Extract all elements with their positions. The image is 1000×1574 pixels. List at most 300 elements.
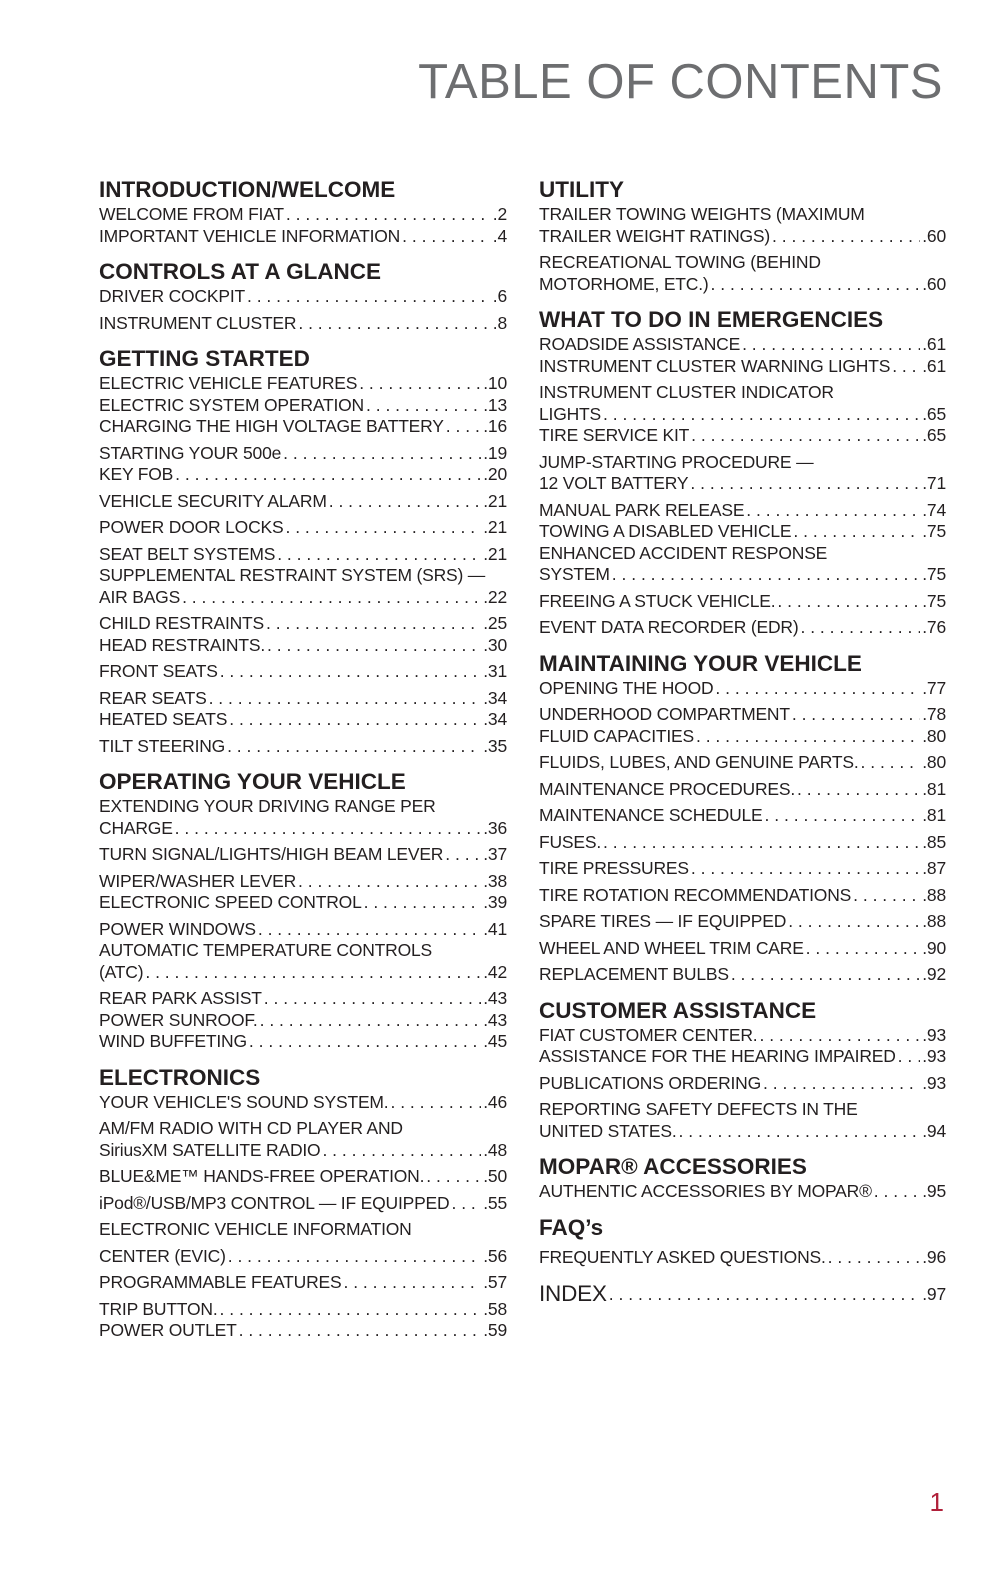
toc-entry-title: PUBLICATIONS ORDERING — [539, 1072, 762, 1093]
leader-dots — [788, 911, 920, 933]
toc-entry-page: .77 — [922, 677, 946, 698]
toc-entry-title-line1: SUPPLEMENTAL RESTRAINT SYSTEM (SRS) — — [99, 565, 486, 585]
toc-entry[interactable] — [99, 871, 507, 893]
leader-dots — [445, 844, 481, 866]
leader-dots — [390, 1092, 481, 1114]
toc-entry-page: .85 — [922, 831, 946, 852]
toc-entry-title: POWER OUTLET — [99, 1320, 237, 1340]
toc-entry-title: HEATED SEATS — [99, 709, 228, 729]
toc-entry[interactable] — [99, 544, 507, 566]
toc-entry-page: .50 — [483, 1166, 507, 1186]
leader-dots — [898, 1046, 921, 1068]
toc-entry[interactable] — [539, 425, 946, 447]
toc-entry[interactable] — [99, 796, 507, 839]
toc-entry-title: YOUR VEHICLE'S SOUND SYSTEM. — [99, 1091, 389, 1112]
leader-dots — [402, 226, 491, 248]
toc-entry-page: .58 — [483, 1298, 507, 1319]
toc-entry-index[interactable] — [539, 1279, 946, 1308]
toc-entry-title: OPENING THE HOOD — [539, 677, 714, 698]
toc-entry-page: .75 — [922, 590, 946, 611]
leader-dots — [249, 1031, 481, 1053]
toc-entry[interactable] — [99, 661, 507, 683]
toc-entry[interactable] — [99, 226, 507, 248]
leader-dots — [277, 544, 481, 566]
toc-entry-page: .61 — [922, 355, 946, 376]
leader-dots — [765, 805, 921, 827]
toc-entry-page: .4 — [492, 225, 507, 246]
toc-entry-title: INDEX — [539, 1281, 607, 1306]
toc-entry-title: TRIP BUTTON. — [99, 1298, 218, 1319]
leader-dots — [742, 334, 920, 356]
toc-section-electronics — [99, 1064, 507, 1342]
toc-entry-page: .46 — [483, 1091, 507, 1112]
toc-section-maintaining-your-vehicle — [539, 650, 946, 986]
leader-dots — [239, 1320, 482, 1342]
leader-dots — [603, 832, 920, 854]
leader-dots — [364, 892, 482, 914]
toc-entry-title: iPod®/USB/MP3 CONTROL — IF EQUIPPED — [99, 1192, 450, 1213]
toc-entry[interactable] — [99, 688, 507, 710]
toc-section-index — [539, 1279, 946, 1308]
toc-entry-title-line1: REPORTING SAFETY DEFECTS IN THE — [539, 1099, 858, 1119]
leader-dots — [828, 1247, 921, 1269]
leader-dots — [806, 938, 921, 960]
leader-dots — [329, 491, 482, 513]
toc-entry[interactable] — [99, 1272, 507, 1294]
toc-entry[interactable] — [539, 334, 946, 356]
toc-entry-page: .56 — [483, 1245, 507, 1266]
toc-entry-page: .25 — [483, 613, 507, 633]
toc-entry[interactable] — [99, 1320, 507, 1342]
section-heading: FAQ’s — [539, 1214, 604, 1240]
toc-entry-page: .30 — [483, 634, 507, 655]
leader-dots — [696, 726, 920, 748]
toc-section-operating-your-vehicle — [99, 768, 507, 1053]
toc-entry-title: ROADSIDE ASSISTANCE — [539, 334, 741, 354]
toc-section-getting-started — [99, 345, 507, 757]
toc-entry-title: CHARGE — [99, 817, 173, 838]
toc-entry-title: TURN SIGNAL/LIGHTS/HIGH BEAM LEVER — [99, 844, 444, 864]
toc-entry-page: .35 — [483, 735, 507, 756]
toc-entry-page: .61 — [922, 334, 946, 354]
toc-entry-page: .21 — [483, 543, 507, 564]
toc-entry[interactable] — [99, 892, 507, 914]
toc-entry[interactable] — [539, 356, 946, 378]
toc-entry-title: DRIVER COCKPIT — [99, 286, 245, 306]
toc-entry-title: AIR BAGS — [99, 586, 181, 607]
leader-dots — [298, 871, 481, 893]
page-title: TABLE OF CONTENTS — [418, 55, 943, 109]
leader-dots — [800, 617, 920, 639]
leader-dots — [609, 1279, 921, 1308]
toc-entry-title: FIAT CUSTOMER CENTER. — [539, 1024, 758, 1045]
toc-entry-title-line1: INSTRUMENT CLUSTER INDICATOR — [539, 382, 834, 402]
toc-entry-page: .31 — [483, 661, 507, 681]
toc-entry-title: FRONT SEATS — [99, 661, 218, 681]
leader-dots — [182, 587, 481, 609]
toc-entry[interactable] — [539, 858, 946, 880]
toc-entry[interactable] — [99, 204, 507, 226]
toc-section-mopar-accessories — [539, 1153, 946, 1203]
section-heading: MAINTAINING YOUR VEHICLE — [539, 650, 862, 676]
toc-entry[interactable] — [539, 543, 946, 586]
toc-entry-page: .95 — [922, 1181, 946, 1201]
toc-entry-title: ELECTRIC VEHICLE FEATURES — [99, 373, 358, 393]
toc-entry-title: FLUID CAPACITIES — [539, 725, 694, 746]
toc-entry-title: EVENT DATA RECORDER (EDR) — [539, 617, 799, 637]
toc-entry-page: .81 — [922, 778, 946, 799]
toc-entry[interactable] — [99, 1010, 507, 1032]
toc-entry[interactable] — [539, 1247, 946, 1269]
leader-dots — [603, 404, 920, 426]
toc-entry[interactable] — [99, 1118, 507, 1161]
toc-entry-page: .41 — [483, 918, 507, 939]
toc-entry[interactable] — [99, 464, 507, 486]
toc-section-introduction-welcome — [99, 176, 507, 247]
toc-entry[interactable] — [539, 382, 946, 425]
section-heading: GETTING STARTED — [99, 346, 310, 371]
leader-dots — [892, 356, 920, 378]
toc-entry-page: .60 — [922, 273, 946, 294]
leader-dots — [247, 286, 491, 308]
toc-entry-title: POWER WINDOWS — [99, 918, 256, 939]
leader-dots — [322, 1140, 481, 1162]
toc-entry[interactable] — [539, 1099, 946, 1142]
leader-dots — [746, 500, 920, 522]
toc-entry[interactable] — [539, 704, 946, 726]
toc-entry-page: .80 — [922, 725, 946, 746]
toc-entry[interactable] — [539, 521, 946, 543]
toc-entry[interactable] — [99, 491, 507, 513]
leader-dots — [229, 709, 481, 731]
leader-dots — [220, 1299, 482, 1321]
toc-entry-page: .78 — [922, 704, 946, 724]
toc-entry-page: .2 — [492, 204, 507, 224]
leader-dots — [711, 274, 921, 296]
toc-entry-page: .75 — [922, 521, 946, 541]
toc-entry-title: CHILD RESTRAINTS — [99, 613, 265, 633]
toc-entry-page: .55 — [483, 1192, 507, 1213]
leader-dots — [777, 591, 920, 613]
toc-entry[interactable] — [99, 988, 507, 1010]
leader-dots — [446, 416, 482, 438]
toc-entry-title: FLUIDS, LUBES, AND GENUINE PARTS. — [539, 752, 859, 772]
toc-entry-title: FREQUENTLY ASKED QUESTIONS. — [539, 1246, 826, 1267]
leader-dots — [763, 1073, 920, 1095]
toc-entry[interactable] — [99, 373, 507, 395]
toc-section-faq-s — [539, 1214, 946, 1269]
toc-entry[interactable] — [539, 1025, 946, 1047]
leader-dots — [145, 962, 481, 984]
toc-entry-title: TILT STEERING — [99, 735, 226, 756]
toc-entry[interactable] — [99, 313, 507, 335]
toc-entry-page: .75 — [922, 564, 946, 584]
toc-entry-page: .43 — [483, 1009, 507, 1030]
toc-entry-page: .88 — [922, 911, 946, 931]
toc-entry-title: WIPER/WASHER LEVER — [99, 870, 297, 891]
toc-entry-title: POWER DOOR LOCKS — [99, 517, 284, 537]
toc-entry-page: .59 — [483, 1320, 507, 1340]
toc-entry[interactable] — [99, 1219, 507, 1267]
toc-entry-title-line1: AM/FM RADIO WITH CD PLAYER AND — [99, 1118, 403, 1138]
toc-entry[interactable] — [99, 1299, 507, 1321]
section-heading: UTILITY — [539, 177, 624, 202]
leader-dots — [175, 818, 482, 840]
toc-entry[interactable] — [99, 517, 507, 539]
toc-entry[interactable] — [539, 964, 946, 986]
toc-entry[interactable] — [99, 736, 507, 758]
toc-entry[interactable] — [539, 805, 946, 827]
section-heading: WHAT TO DO IN EMERGENCIES — [539, 307, 884, 332]
toc-entry[interactable] — [99, 443, 507, 465]
toc-entry-title: 12 VOLT BATTERY — [539, 473, 689, 493]
toc-entry[interactable] — [99, 613, 507, 635]
toc-entry-page: .22 — [483, 586, 507, 607]
toc-entry-page: .45 — [483, 1031, 507, 1051]
toc-entry-title: REPLACEMENT BULBS — [539, 964, 729, 984]
toc-entry[interactable] — [539, 617, 946, 639]
toc-entry-title-line1: RECREATIONAL TOWING (BEHIND — [539, 252, 821, 272]
toc-entry-page: .34 — [483, 709, 507, 729]
toc-entry-title: TRAILER WEIGHT RATINGS) — [539, 225, 771, 246]
toc-entry-page: .42 — [483, 961, 507, 982]
toc-entry-title: MANUAL PARK RELEASE — [539, 499, 745, 520]
toc-entry[interactable] — [99, 1166, 507, 1188]
leader-dots — [266, 613, 481, 635]
leader-dots — [264, 988, 481, 1010]
toc-entry-title: TIRE SERVICE KIT — [539, 425, 690, 445]
toc-right-column — [539, 176, 946, 1308]
toc-entry[interactable] — [539, 832, 946, 854]
toc-entry-page: .71 — [922, 473, 946, 493]
toc-entry-title: UNDERHOOD COMPARTMENT — [539, 704, 790, 724]
section-heading: MOPAR® ACCESSORIES — [539, 1154, 807, 1179]
toc-entry[interactable] — [99, 940, 507, 983]
toc-entry-page: .21 — [483, 517, 507, 537]
toc-entry-title: WIND BUFFETING — [99, 1031, 247, 1051]
toc-entry-title-line1: JUMP-STARTING PROCEDURE — — [539, 451, 814, 472]
leader-dots — [691, 858, 920, 880]
leader-dots — [861, 752, 921, 774]
leader-dots — [797, 779, 920, 801]
leader-dots — [793, 521, 920, 543]
toc-entry-page: .93 — [922, 1024, 946, 1045]
toc-entry-page: .90 — [922, 937, 946, 958]
toc-section-what-to-do-in-emergencies — [539, 306, 946, 639]
toc-entry-title: VEHICLE SECURITY ALARM — [99, 490, 327, 511]
toc-entry-page: .10 — [483, 373, 507, 393]
toc-entry-title: TIRE PRESSURES — [539, 858, 689, 878]
toc-entry-title: REAR PARK ASSIST — [99, 988, 262, 1008]
toc-entry-title: SEAT BELT SYSTEMS — [99, 543, 276, 564]
toc-entry-title: FUSES. — [539, 831, 602, 852]
toc-entry[interactable] — [539, 204, 946, 247]
leader-dots — [731, 964, 920, 986]
toc-entry[interactable] — [539, 1181, 946, 1203]
toc-entry[interactable] — [99, 1092, 507, 1114]
toc-entry[interactable] — [539, 252, 946, 295]
toc-entry[interactable] — [539, 885, 946, 907]
toc-entry[interactable] — [539, 752, 946, 774]
leader-dots — [874, 1181, 920, 1203]
leader-dots — [227, 736, 481, 758]
toc-entry-title: ELECTRONIC SPEED CONTROL — [99, 892, 362, 912]
leader-dots — [715, 678, 920, 700]
toc-section-controls-at-a-glance — [99, 258, 507, 334]
section-heading: INTRODUCTION/WELCOME — [99, 177, 396, 202]
section-heading: OPERATING YOUR VEHICLE — [99, 769, 406, 794]
leader-dots — [258, 919, 481, 941]
page-number: 1 — [929, 1487, 944, 1517]
leader-dots — [759, 1025, 920, 1047]
leader-dots — [298, 313, 490, 335]
leader-dots — [612, 564, 921, 586]
toc-entry-title: SPARE TIRES — IF EQUIPPED — [539, 911, 787, 931]
toc-entry-page: .6 — [492, 286, 507, 306]
toc-entry[interactable] — [99, 286, 507, 308]
leader-dots — [772, 226, 920, 248]
toc-entry-title: SiriusXM SATELLITE RADIO — [99, 1139, 321, 1160]
toc-section-utility — [539, 176, 946, 295]
leader-dots — [451, 1193, 481, 1215]
toc-entry-page: .36 — [483, 817, 507, 838]
toc-entry-title: SYSTEM — [539, 564, 610, 584]
toc-entry-page: .8 — [492, 312, 507, 333]
toc-entry-title: ELECTRIC SYSTEM OPERATION — [99, 394, 364, 415]
toc-entry-title: POWER SUNROOF. — [99, 1009, 258, 1030]
leader-dots — [283, 443, 481, 465]
toc-entry[interactable] — [99, 844, 507, 866]
toc-entry-title: CENTER (EVIC) — [99, 1245, 226, 1266]
toc-entry-page: .88 — [922, 884, 946, 905]
toc-entry[interactable] — [99, 709, 507, 731]
toc-entry-page: .87 — [922, 858, 946, 878]
toc-entry-page: .37 — [483, 844, 507, 864]
toc-entry-title: (ATC) — [99, 961, 144, 982]
toc-entry-title: MAINTENANCE SCHEDULE — [539, 805, 763, 825]
toc-entry-title: AUTHENTIC ACCESSORIES BY MOPAR® — [539, 1181, 872, 1201]
toc-entry[interactable] — [99, 395, 507, 417]
leader-dots — [359, 373, 481, 395]
leader-dots — [175, 464, 481, 486]
toc-entry-title: LIGHTS — [539, 403, 602, 424]
toc-entry-page: .16 — [483, 416, 507, 436]
leader-dots — [679, 1121, 921, 1143]
toc-entry[interactable] — [99, 1193, 507, 1215]
toc-entry-title: MOTORHOME, ETC.) — [539, 273, 709, 294]
toc-entry-page: .74 — [922, 499, 946, 520]
section-heading: CUSTOMER ASSISTANCE — [539, 997, 817, 1023]
toc-entry[interactable] — [539, 500, 946, 522]
leader-dots — [691, 425, 920, 447]
toc-entry-page: .94 — [922, 1120, 946, 1141]
toc-entry-page: .60 — [922, 225, 946, 246]
toc-entry-title: TIRE ROTATION RECOMMENDATIONS — [539, 884, 852, 905]
leader-dots — [267, 635, 481, 657]
toc-entry-title: HEAD RESTRAINTS. — [99, 634, 265, 655]
toc-entry-page: .13 — [483, 394, 507, 415]
toc-entry-title-line1: TRAILER TOWING WEIGHTS (MAXIMUM — [539, 204, 865, 224]
toc-entry-title: REAR SEATS — [99, 687, 207, 708]
toc-entry-page: .39 — [483, 892, 507, 912]
toc-entry[interactable] — [539, 591, 946, 613]
section-heading: ELECTRONICS — [99, 1064, 261, 1090]
leader-dots — [690, 473, 920, 495]
toc-left-column — [99, 176, 507, 1342]
toc-entry[interactable] — [539, 1073, 946, 1095]
toc-entry-page: .20 — [483, 464, 507, 484]
toc-entry-page: .80 — [922, 752, 946, 772]
toc-entry[interactable] — [539, 911, 946, 933]
toc-entry-title: WELCOME FROM FIAT — [99, 204, 284, 224]
toc-entry[interactable] — [539, 678, 946, 700]
toc-entry-title-line1: ENHANCED ACCIDENT RESPONSE — [539, 542, 828, 563]
toc-entry-title: ASSISTANCE FOR THE HEARING IMPAIRED — [539, 1046, 896, 1066]
toc-section-customer-assistance — [539, 997, 946, 1143]
toc-entry-page: .97 — [922, 1284, 946, 1304]
toc-entry-page: .43 — [483, 988, 507, 1008]
toc-entry-title: WHEEL AND WHEEL TRIM CARE — [539, 937, 804, 958]
toc-entry-title-line1: ELECTRONIC VEHICLE INFORMATION — [99, 1219, 412, 1239]
leader-dots — [260, 1010, 482, 1032]
leader-dots — [343, 1272, 481, 1294]
section-heading: CONTROLS AT A GLANCE — [99, 259, 382, 284]
toc-entry[interactable] — [539, 452, 946, 495]
toc-entry-page: .65 — [922, 425, 946, 445]
toc-entry-page: .92 — [922, 964, 946, 984]
toc-entry[interactable] — [99, 1031, 507, 1053]
leader-dots — [220, 661, 482, 683]
toc-entry-title: STARTING YOUR 500e — [99, 442, 282, 463]
toc-entry[interactable] — [539, 938, 946, 960]
toc-entry[interactable] — [99, 635, 507, 657]
toc-entry[interactable] — [99, 919, 507, 941]
toc-entry-page: .65 — [922, 403, 946, 424]
toc-entry-title: UNITED STATES. — [539, 1120, 677, 1141]
toc-entry-title: INSTRUMENT CLUSTER — [99, 312, 297, 333]
toc-entry[interactable] — [539, 1046, 946, 1068]
toc-entry-page: .34 — [483, 687, 507, 708]
leader-dots — [286, 204, 491, 226]
leader-dots — [426, 1166, 481, 1188]
toc-entry[interactable] — [99, 565, 507, 608]
toc-entry-page: .48 — [483, 1139, 507, 1160]
leader-dots — [853, 885, 920, 907]
toc-entry[interactable] — [539, 779, 946, 801]
toc-entry-page: .57 — [483, 1272, 507, 1292]
toc-entry-title: BLUE&ME™ HANDS-FREE OPERATION. — [99, 1166, 425, 1186]
toc-entry-page: .93 — [922, 1072, 946, 1093]
toc-entry-page: .21 — [483, 490, 507, 511]
toc-entry[interactable] — [99, 416, 507, 438]
toc-entry-page: .38 — [483, 870, 507, 891]
leader-dots — [285, 517, 481, 539]
toc-entry-page: .81 — [922, 805, 946, 825]
toc-entry-title: TOWING A DISABLED VEHICLE — [539, 521, 792, 541]
toc-entry-page: .19 — [483, 442, 507, 463]
leader-dots — [209, 688, 482, 710]
toc-entry-title: CHARGING THE HIGH VOLTAGE BATTERY — [99, 416, 444, 436]
toc-entry-title: KEY FOB — [99, 464, 174, 484]
toc-entry-title-line1: AUTOMATIC TEMPERATURE CONTROLS — [99, 940, 433, 960]
leader-dots — [792, 704, 920, 726]
toc-entry-title: FREEING A STUCK VEHICLE. — [539, 590, 776, 611]
toc-entry-title-line1: EXTENDING YOUR DRIVING RANGE PER — [99, 796, 436, 816]
toc-entry-title: PROGRAMMABLE FEATURES — [99, 1272, 342, 1292]
toc-entry[interactable] — [539, 726, 946, 748]
toc-entry-page: .93 — [922, 1046, 946, 1066]
toc-entry-page: .76 — [922, 617, 946, 637]
